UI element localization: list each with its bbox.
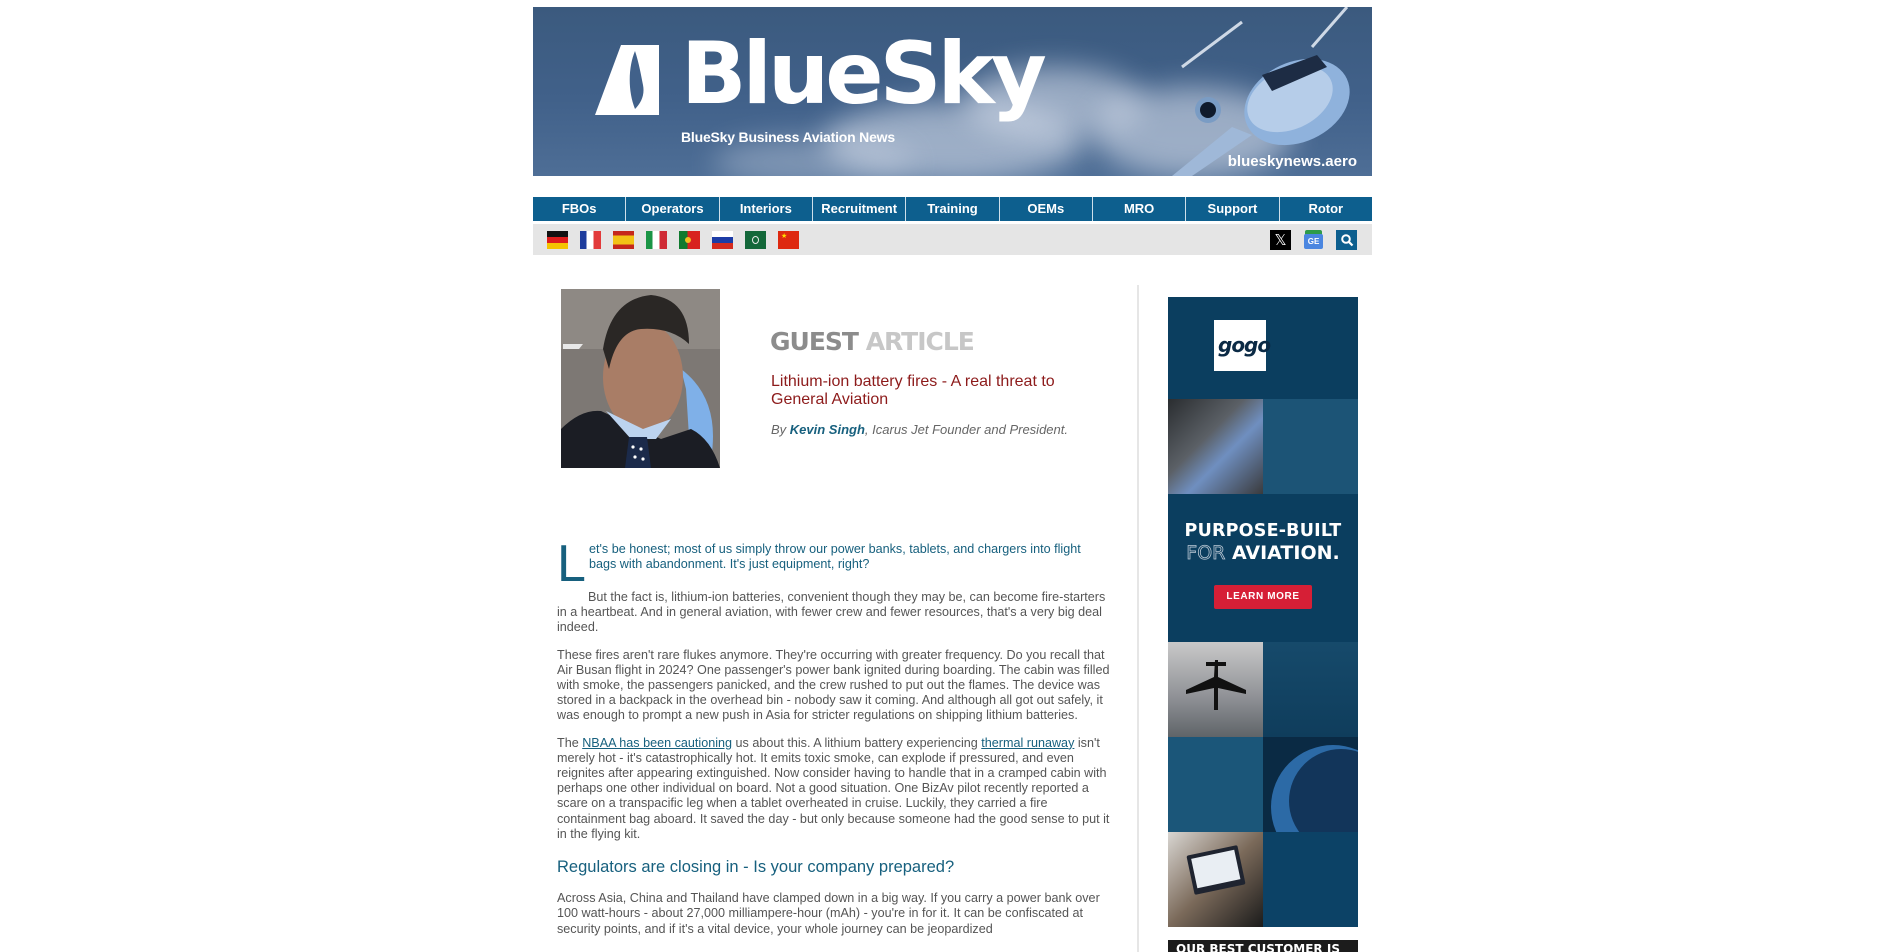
thermal-runaway-link[interactable]: thermal runaway — [981, 735, 1075, 750]
nav-item-recruitment[interactable]: Recruitment — [813, 197, 906, 221]
nav-item-mro[interactable]: MRO — [1093, 197, 1186, 221]
ad-headline-2 — [1168, 542, 1358, 564]
paragraph-3 — [557, 736, 1110, 842]
bluesky-logo-icon — [595, 45, 659, 115]
flag-chinese-icon[interactable]: ★ — [778, 231, 799, 249]
author-link[interactable]: Kevin Singh — [789, 422, 865, 437]
ad-photo-jet — [1168, 642, 1263, 737]
x-twitter-icon[interactable]: 𝕏 — [1270, 230, 1291, 250]
byline — [771, 422, 1068, 437]
main-nav — [533, 197, 1372, 221]
ad-photo-earth — [1263, 737, 1358, 832]
section-label — [770, 327, 974, 356]
paragraph-1: But the fact is, lithium-ion batteries, convenient though they may be, can become fire-starters in a heartbeat. And in general aviation, with fewer crew and fewer resources, that's a very big deal indeed. — [557, 590, 1106, 635]
gogo-logo-text: gogo — [1218, 333, 1271, 357]
ad-headline-bold: AVIATION. — [1225, 542, 1340, 564]
nav-item-training[interactable]: Training — [906, 197, 999, 221]
search-icon[interactable] — [1336, 230, 1357, 250]
flag-spanish-icon[interactable] — [613, 231, 634, 249]
ad-headline-outline: FOR — [1186, 542, 1226, 564]
ad-tile — [1168, 737, 1263, 832]
section-label-guest: GUEST — [770, 327, 858, 356]
learn-more-button[interactable]: LEARN MORE — [1214, 585, 1312, 609]
article-subheading: Regulators are closing in - Is your company prepared? — [557, 858, 955, 877]
nav-item-rotor[interactable]: Rotor — [1308, 201, 1344, 216]
article-body — [557, 535, 1110, 937]
ad-photo-technician — [1168, 399, 1263, 494]
nav-item-support[interactable]: Support — [1186, 197, 1279, 221]
business-jet-image — [1112, 7, 1362, 176]
nav-item-oems[interactable]: OEMs — [1000, 197, 1093, 221]
secondary-advertisement[interactable]: OUR BEST CUSTOMER IS — [1168, 940, 1358, 952]
lead-paragraph — [557, 535, 1110, 593]
ad-headline-1: PURPOSE-BUILT — [1184, 521, 1342, 541]
paragraph-3-text-a: The — [557, 735, 583, 750]
ad-tile — [1263, 399, 1358, 494]
article-title: Lithium-ion battery fires - A real threat to General Aviation — [771, 373, 1055, 408]
ad-tile — [1263, 832, 1358, 927]
paragraph-2: These fires aren't rare flukes anymore. They're occurring with greater frequency. Do you recall that Air Busan flight in 2024? One passenger's power bank ignited during boarding. The cabin was filled with smoke, the passengers panicked, and the crew rushed to put out the flames. The device was stored in a backpack in the overhead bin - nobody saw it coming. And although all got out safely, it was enough to prompt a new push in Asia for stricter regulations on shipping lithium batteries. — [557, 647, 1110, 723]
gogo-advertisement[interactable] — [1168, 297, 1358, 927]
paragraph-3-text-c: isn't merely hot - it's catastrophically hot. It emits toxic smoke, can explode if pressured, and even reignites after appearing extinguished. Now consider having to handle that in a cramped cabin with perhaps one other individual on board. Not a good situation. One BizAv pilot recently reported a scare on a transpacific leg when a tablet overheated in cruise. Luckily, they carried a fire containment bag aboard. It saved the day - but only because someone had the good sense to put it in the flying kit. — [557, 735, 1110, 841]
language-bar — [533, 224, 1372, 255]
site-tagline: BlueSky Business Aviation News — [681, 129, 895, 145]
nav-item-operators[interactable]: Operators — [626, 197, 719, 221]
flag-french-icon[interactable] — [580, 231, 601, 249]
nav-item-interiors[interactable]: Interiors — [720, 197, 813, 221]
flag-portuguese-icon[interactable] — [679, 231, 700, 249]
paragraph-4: Across Asia, China and Thailand have clamped down in a big way. If you carry a power bank over 100 watt-hours - about 27,000 milliampere-hour (mAh) - you're in for it. It can be confiscated at security points, and if it's a vital device, your whole journey can be jeopardized — [557, 891, 1100, 936]
flag-german-icon[interactable] — [547, 231, 568, 249]
site-url[interactable]: blueskynews.aero — [1227, 153, 1357, 170]
ad-photo-laptop — [1168, 832, 1263, 927]
google-news-icon[interactable]: GE — [1303, 230, 1324, 250]
byline-prefix: By — [771, 422, 790, 437]
nav-item-fbos[interactable]: FBOs — [533, 197, 626, 221]
column-divider — [1137, 285, 1139, 952]
lead-text: et's be honest; most of us simply throw our power banks, tablets, and chargers into flight bags with abandonment. It's just equipment, right? — [589, 542, 1081, 572]
site-logo-text: BlueSky — [681, 24, 1043, 124]
drop-cap: L — [557, 535, 586, 593]
nbaa-cautioning-link[interactable]: NBAA has been cautioning — [582, 735, 733, 750]
paragraph-3-text-b: us about this. A lithium battery experiencing — [732, 735, 982, 750]
section-label-article: ARTICLE — [865, 327, 974, 356]
flag-russian-icon[interactable] — [712, 231, 733, 249]
author-role: , Icarus Jet Founder and President. — [864, 422, 1068, 437]
flag-italian-icon[interactable] — [646, 231, 667, 249]
author-photo — [561, 289, 720, 468]
ad-tile — [1263, 642, 1358, 737]
flag-arabic-icon[interactable] — [745, 231, 766, 249]
site-banner[interactable] — [533, 7, 1372, 176]
